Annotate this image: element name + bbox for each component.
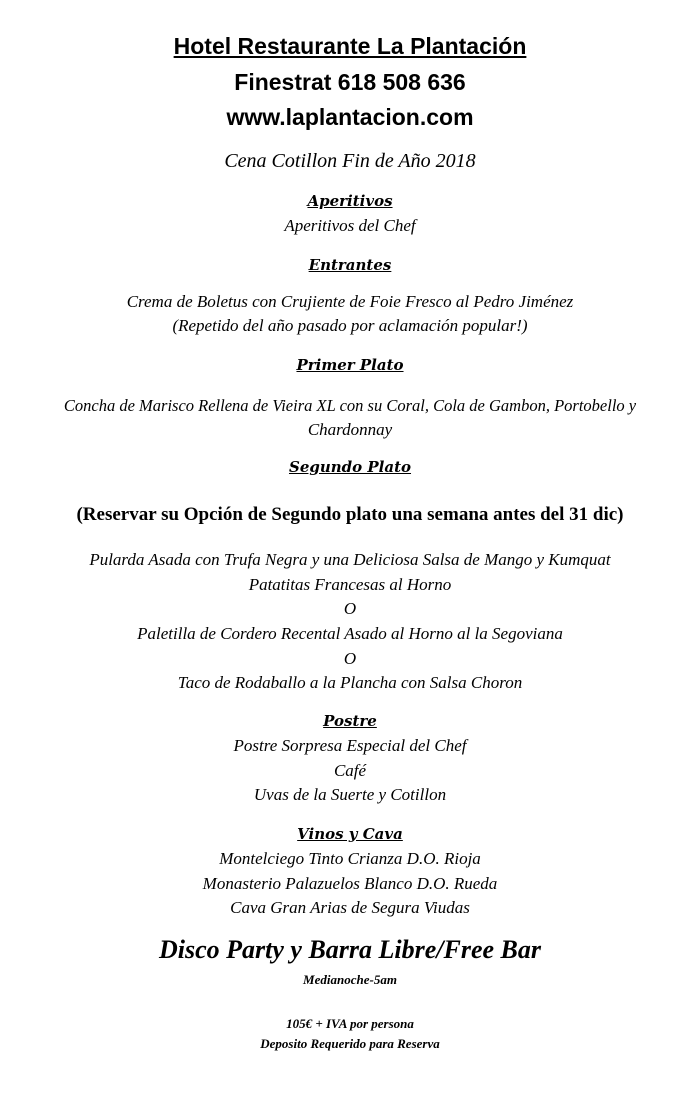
menu-item: Postre Sorpresa Especial del Chef: [233, 736, 467, 755]
menu-item: Aperitivos del Chef: [284, 216, 416, 235]
deposit-text: Deposito Requerido para Reserva: [260, 1036, 440, 1051]
party-hours: Medianoche-5am: [303, 972, 397, 987]
section-title-aperitivos: Aperitivos: [307, 192, 393, 210]
menu-item: Cava Gran Arias de Segura Viudas: [230, 898, 470, 917]
menu-item: Pularda Asada con Trufa Negra y una Deliciosa Salsa de Mango y Kumquat: [89, 550, 611, 569]
menu-separator: O: [343, 649, 357, 668]
restaurant-name: Hotel Restaurante La Plantación: [173, 33, 527, 59]
menu-item: Patatitas Francesas al Horno: [248, 575, 452, 594]
menu-item: Paletilla de Cordero Recental Asado al Horno al la Segoviana: [137, 624, 563, 643]
menu-item-note: (Repetido del año pasado por aclamación popular!): [172, 316, 528, 335]
menu-separator: O: [343, 599, 357, 618]
section-title-vinos: Vinos y Cava: [297, 825, 403, 843]
party-title: Disco Party y Barra Libre/Free Bar: [158, 935, 542, 964]
menu-item: Concha de Marisco Rellena de Vieira XL con su Coral, Cola de Gambon, Portobello y: [63, 396, 637, 415]
section-title-primer-plato: Primer Plato: [296, 356, 404, 374]
event-title: Cena Cotillon Fin de Año 2018: [224, 150, 476, 172]
section-title-entrantes: Entrantes: [308, 256, 392, 274]
section-title-postre: Postre: [323, 712, 377, 730]
menu-item: Taco de Rodaballo a la Plancha con Salsa Choron: [177, 673, 523, 692]
menu-item: Café: [333, 761, 367, 780]
menu-item: Monasterio Palazuelos Blanco D.O. Rueda: [202, 874, 498, 893]
price-text: 105€ + IVA por persona: [286, 1016, 414, 1031]
menu-item: Uvas de la Suerte y Cotillon: [253, 785, 447, 804]
segundo-plato-notice: (Reservar su Opción de Segundo plato una semana antes del 31 dic): [76, 504, 624, 525]
section-title-segundo-plato: Segundo Plato: [288, 458, 412, 476]
restaurant-phone: Finestrat 618 508 636: [234, 69, 466, 95]
menu-item: Montelciego Tinto Crianza D.O. Rioja: [219, 849, 481, 868]
menu-item: Crema de Boletus con Crujiente de Foie Fresco al Pedro Jiménez: [126, 292, 574, 311]
menu-item: Chardonnay: [307, 420, 393, 439]
restaurant-website: www.laplantacion.com: [226, 104, 474, 130]
